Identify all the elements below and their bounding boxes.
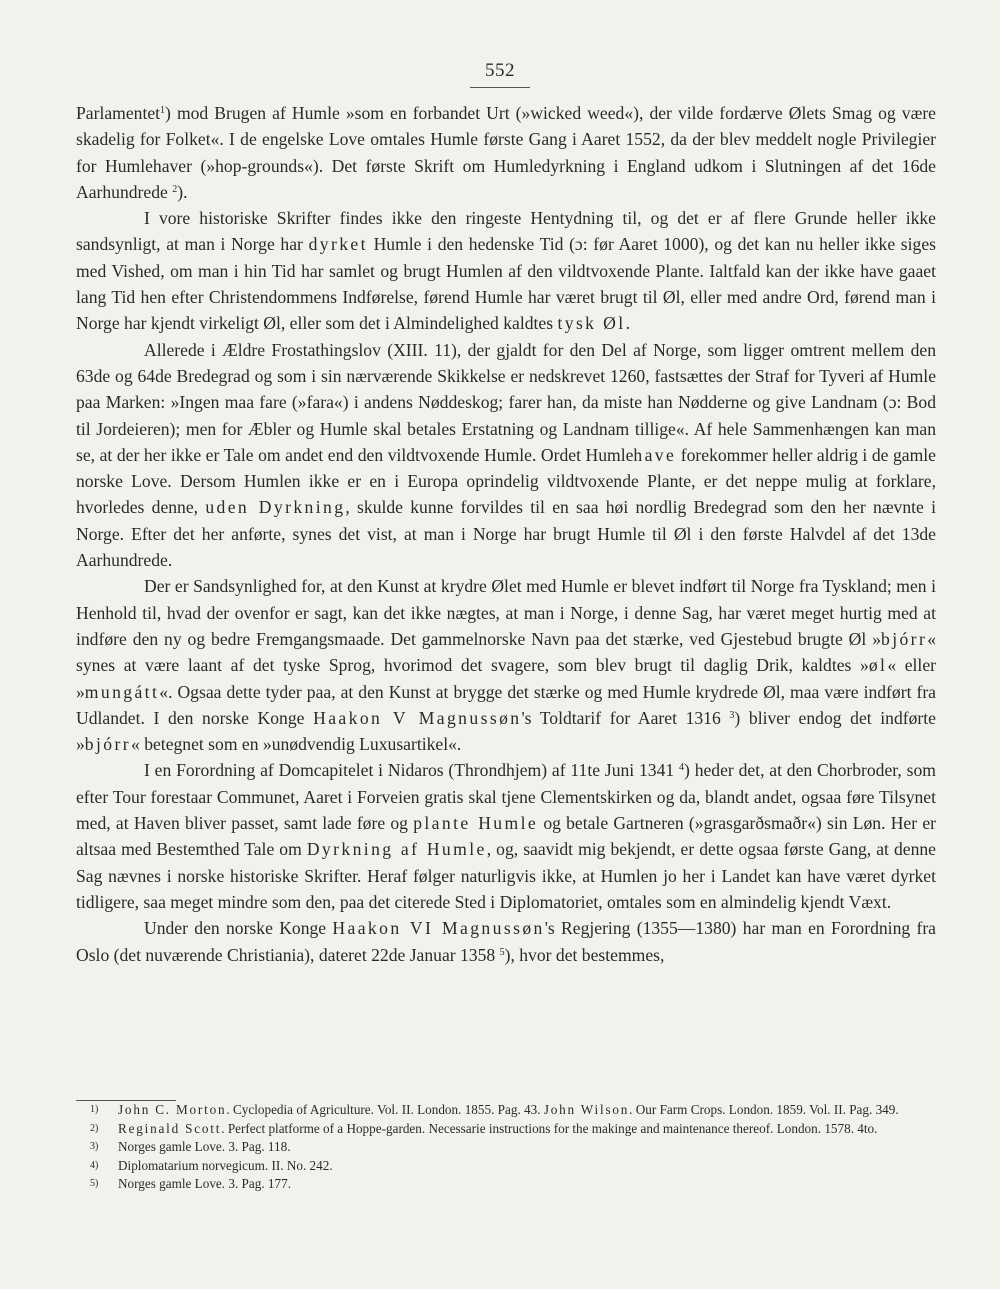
spaced-emphasis: øl [868,655,888,676]
footnote-reference: 3 [729,709,735,721]
spaced-emphasis: tysk Øl [557,313,626,334]
text-run: . Perfect platforme of a Hoppe-garden. Necessarie instructions for the makinge and maintenance thereof. London. 1578. 4to. [221,1120,878,1136]
text-run: Parlamentet [76,103,161,123]
text-run: Norges gamle Love. 3. Pag. 118. [118,1139,291,1155]
footnote-marker: 4) [90,1159,99,1171]
page-number: 552 [485,60,515,81]
paragraph [76,205,936,336]
text-run: I vore historiske Skrifter findes ikke den ringeste Hentydning til, og det er af flere Grunde heller ikke sandsynligt, at man i Norge har [76,208,936,255]
page-number-rule [470,87,530,88]
text-run: . [625,313,630,334]
footnote-reference: 1 [160,105,166,116]
footnote [76,1175,936,1194]
footnote-marker: 1) [90,1104,99,1115]
text-run: ). [177,181,188,202]
footnote [76,1138,936,1157]
text-run: . Cyclopedia of Agriculture. Vol. II. London. 1855. Pag. 43. [226,1102,544,1117]
paragraph [76,100,936,205]
spaced-emphasis: bjórr [84,734,131,755]
text-run: . Our Farm Crops. London. 1859. Vol. II. Pag. 349. [629,1102,899,1117]
spaced-emphasis: John Wilson [543,1102,630,1117]
text-run: Norges gamle Love. 3. Pag. 177. [118,1176,291,1192]
footnote-marker: 5) [90,1178,99,1190]
text-run: , og, saavidt mig bekjendt, er dette ogsaa første Gang, at denne Sag nævnes i norske historiske Skrifter. Heraf følger naturligvis ikke, at Humlen jo her i Landet kan have været dyrket tidligere, saa meget mindre som den, paa det citerede Sted i Diplomatoriet, omtales som en almindelig kjendt Væxt. [76,839,936,912]
text-run: « eller » [76,655,936,702]
text-run: Under den norske Konge [144,918,333,939]
spaced-emphasis: mungátt [84,681,160,702]
spaced-emphasis: bjórr [881,628,928,649]
text-run: Allerede i Ældre Frostathingslov (XIII. 11), der gjaldt for den Del af Norge, som ligger omtrent mellem den 63de og 64de Bredegrad og som i sin nærværende Skikkelse er nedskrevet 1260, fastsættes der Straf for Tyveri af Humle paa Marken: »Ingen maa fare (»fara«) i andens Nøddeskog; farer han, da miste han Nødderne og give Landnam (ɔ: Bod til Jordeieren); men for Æbler og Humle skal betales Erstatning og Landnam tillige«. Af hele Sammenhængen kan man se, at der her ikke er Tale om andet end den vildtvoxende Humle. Ordet Humle [76,339,936,465]
footnote-reference: 2 [172,183,178,195]
body-text [76,100,936,968]
text-run: 's Toldtarif for Aaret 1316 [521,707,730,728]
footnote-marker: 2) [90,1122,99,1134]
text-run: I en Forordning af Domcapitelet i Nidaros (Throndhjem) af 11te Juni 1341 [144,760,680,781]
spaced-emphasis: Haakon V Magnussøn [313,707,522,728]
footnotes [76,1101,936,1194]
spaced-emphasis: dyrket [308,234,368,255]
footnote-marker: 3) [90,1141,99,1153]
paragraph [76,915,936,968]
text-run: ) bliver endog det indførte » [76,707,936,755]
text-run: Diplomatarium norvegicum. II. No. 242. [118,1157,333,1173]
spaced-emphasis: Dyrkning af Humle [306,839,487,860]
spaced-emphasis: have [633,444,677,465]
footnote-reference: 4 [679,762,685,774]
footnote [76,1101,936,1120]
text-run: Humle i den hedenske Tid (ɔ: før Aaret 1000), og det kan nu heller ikke siges med Vished, om man i hin Tid har samlet og brugt Humlen af den vildtvoxende Plante. Ialtfald kan der ikke have gaaet lang Tid hen efter Christendommens Indførelse, førend Humle har været brugt til Øl, eller med andre Ord, førend man i Norge har kjendt virkeligt Øl, eller som det i Almindelighed kaldtes [76,234,936,334]
text-run: ) heder det, at den Chorbroder, som efter Tour forestaar Communet, Aaret i Forveien gratis skal tjene Clementskirken og da, blandt andet, ogsaa føre Tilsynet med, at Haven bliver passet, samt lade føre og [76,760,936,834]
paragraph [76,337,936,574]
paragraph [76,573,936,757]
spaced-emphasis: uden Dyrkning [205,497,346,518]
text-run: ), hvor det bestemmes, [504,944,665,965]
footnote-reference: 5 [499,946,505,958]
text-run: «. Ogsaa dette tyder paa, at den Kunst at brygge det stærke og med Humle krydrede Øl, maa være indført fra Udlandet. I den norske Konge [76,681,936,728]
text-run: , skulde kunne forvildes til en saa høi nordlig Bredegrad som den her nævnte i Norge. Efter det her anførte, synes det vist, at man i Norge har brugt Humle til Øl i den første Halvdel af det 13de Aarhundrede. [76,497,936,571]
paragraph [76,757,936,915]
spaced-emphasis: Haakon VI Magnussøn [332,918,545,939]
text-run: forekommer heller aldrig i de gamle norske Love. Dersom Humlen ikke er en i Europa oprindelig vildtvoxende Plante, er det neppe mulig at forklare, hvorledes denne, [76,444,936,518]
text-run: 's Regjering (1355—1380) har man en Forordning fra Oslo (det nuværende Christiania), dateret 22de Januar 1358 [76,918,936,965]
spaced-emphasis: plante Humle [413,813,539,834]
footnote [76,1157,936,1176]
spaced-emphasis: John C. Morton [118,1102,227,1117]
footnote [76,1120,936,1139]
text-run: og betale Gartneren (»grasgarðsmaðr«) sin Løn. Her er altsaa med Bestemthed Tale om [76,813,936,860]
text-run: Der er Sandsynlighed for, at den Kunst at krydre Ølet med Humle er blevet indført til Norge fra Tyskland; men i Henhold til, hvad der ovenfor er sagt, kan det ikke nægtes, at man i Norge, i denne Sag, har været meget hurtig med at indføre den ny og bedre Fremgangsmaade. Det gammelnorske Navn paa det stærke, ved Gjestebud brugte Øl » [76,576,936,649]
text-run: « betegnet som en »unødvendig Luxusartikel«. [131,734,462,755]
spaced-emphasis: Reginald Scott [118,1120,222,1136]
text-run: ) mod Brugen af Humle »som en forbandet Urt (»wicked weed«), der vilde fordærve Ølets Smag og være skadelig for Folket«. I de engelske Love omtales Humle første Gang i Aaret 1552, da der blev meddelt nogle Privilegier for Humlehaver (»hop-grounds«). Det første Skrift om Humledyrkning i England udkom i Slutningen af det 16de Aarhundrede [76,103,936,202]
text-run: « synes at være laant af det tyske Sprog, hvorimod det svagere, som blev brugt til daglig Drik, kaldtes » [76,628,936,676]
